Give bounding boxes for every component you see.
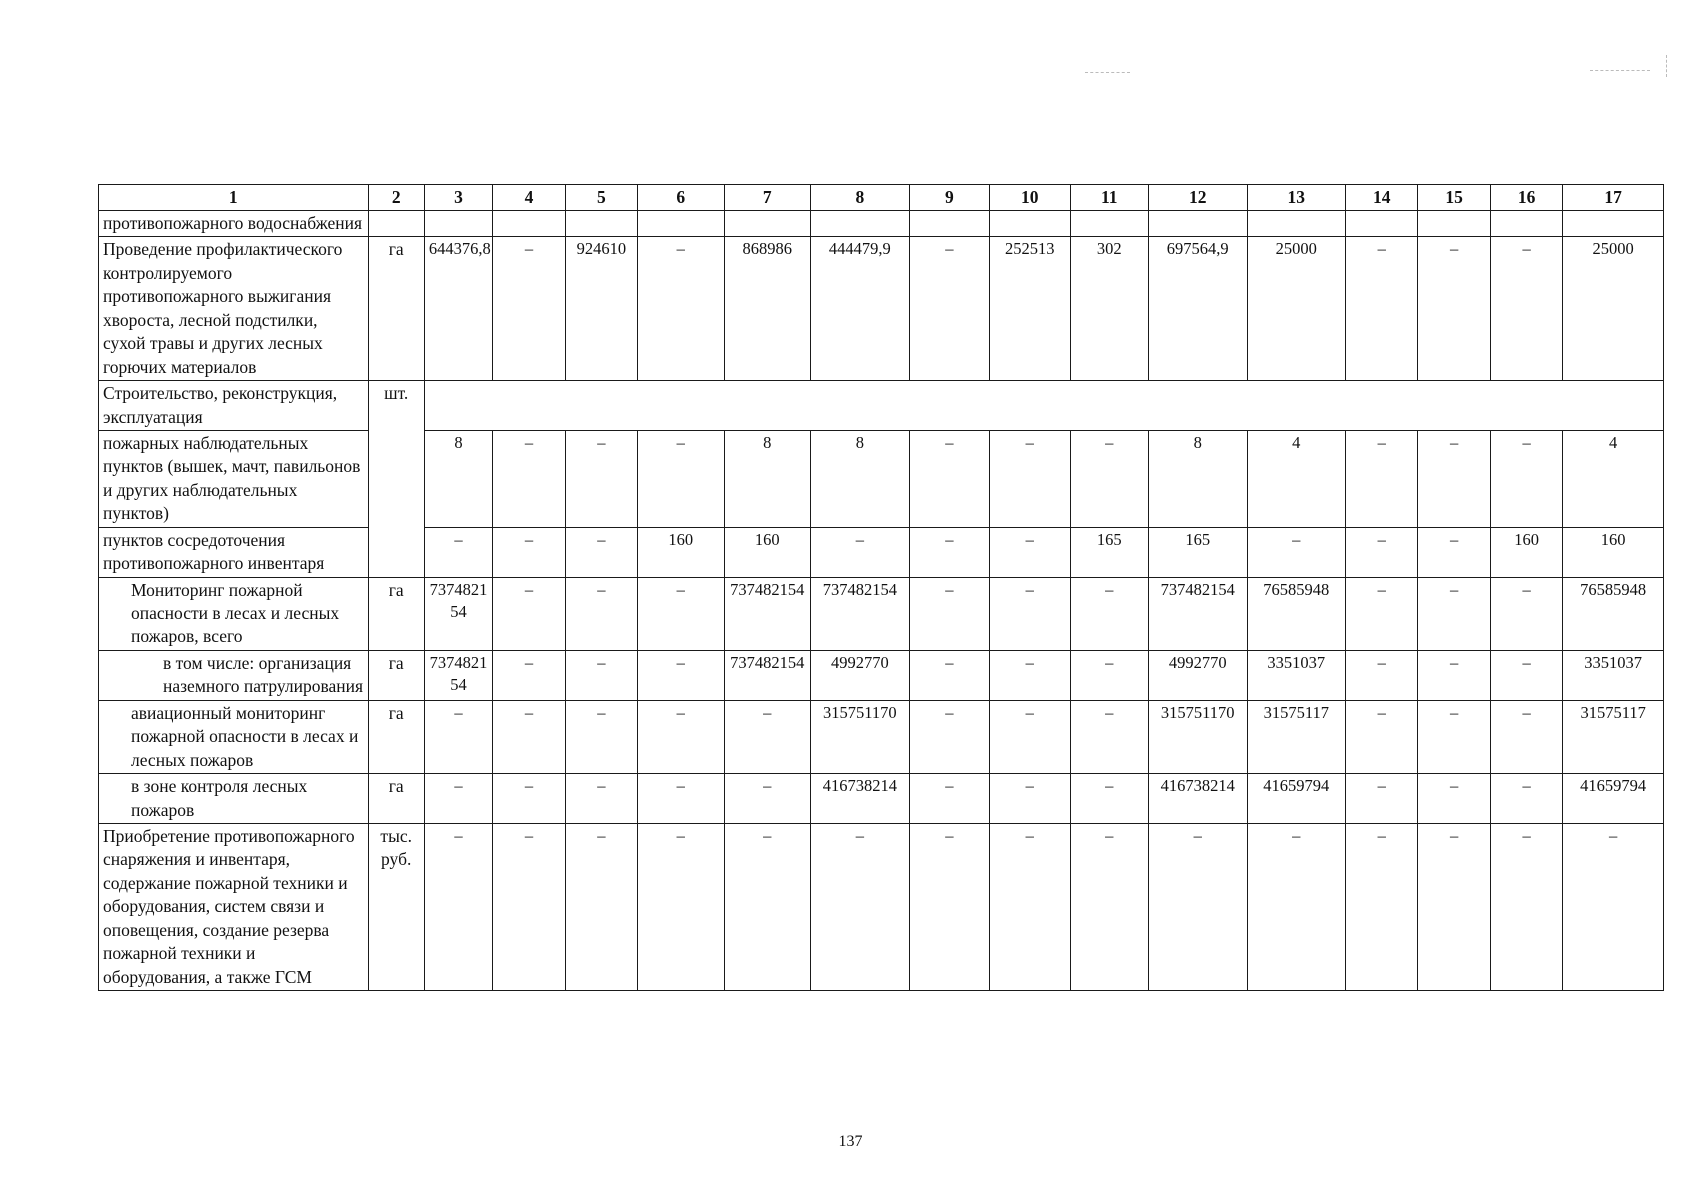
value-cell: – [565,823,637,990]
value-cell: 160 [724,527,810,577]
column-header: 2 [368,185,424,211]
value-cell: 868986 [724,237,810,381]
value-cell: 4 [1247,430,1346,527]
unit-cell: га [368,700,424,773]
table-row [99,577,1664,650]
row-label: Проведение профилактического контролируемого противопожарного выжигания хвороста, лесной подстилки, сухой травы и других лесных горючих материалов [99,237,369,381]
value-cell: – [1148,823,1247,990]
value-cell: 8 [811,430,910,527]
value-cell: 31575117 [1247,700,1346,773]
value-cell: – [638,237,724,381]
value-cell: – [909,700,989,773]
value-cell: 444479,9 [811,237,910,381]
column-header: 8 [811,185,910,211]
value-cell [1346,211,1418,237]
unit-cell: га [368,577,424,650]
value-cell [493,211,565,237]
value-cell: – [990,650,1070,700]
table-row [99,381,1664,431]
value-cell: – [493,527,565,577]
value-cell: – [1070,700,1148,773]
value-cell [1247,211,1346,237]
value-cell: – [493,650,565,700]
value-cell: – [1418,527,1490,577]
value-cell: – [1346,700,1418,773]
value-cell: – [1490,700,1562,773]
value-cell: 697564,9 [1148,237,1247,381]
value-cell: 25000 [1247,237,1346,381]
row-label: противопожарного водоснабжения [99,211,369,237]
column-header: 12 [1148,185,1247,211]
column-header: 6 [638,185,724,211]
table-row [99,237,1664,381]
value-cell: – [909,577,989,650]
value-cell: 41659794 [1247,774,1346,824]
value-cell [1418,211,1490,237]
page-number: 137 [838,1133,863,1150]
value-cell: – [424,823,492,990]
value-cell: – [1070,650,1148,700]
value-cell: 737482154 [811,577,910,650]
value-cell: – [565,430,637,527]
value-cell: – [1346,577,1418,650]
value-cell: – [493,774,565,824]
value-cell [565,211,637,237]
value-cell: – [990,577,1070,650]
value-cell: – [638,823,724,990]
value-cell: – [1346,774,1418,824]
value-cell [1070,211,1148,237]
value-cell: – [1418,650,1490,700]
value-cell: – [990,430,1070,527]
value-cell [1563,211,1664,237]
value-cell: – [1346,237,1418,381]
value-cell: – [1490,823,1562,990]
value-cell: 76585948 [1247,577,1346,650]
column-header: 4 [493,185,565,211]
value-cell: – [990,823,1070,990]
table-row [99,430,1664,527]
value-cell [724,211,810,237]
value-cell: 737482154 [424,650,492,700]
value-cell [424,211,492,237]
value-cell [1148,211,1247,237]
value-cell: – [493,237,565,381]
value-cell: – [1070,577,1148,650]
column-header: 15 [1418,185,1490,211]
value-cell: 4992770 [1148,650,1247,700]
unit-cell: га [368,650,424,700]
value-cell: – [638,774,724,824]
table-row [99,211,1664,237]
value-cell: 737482154 [424,577,492,650]
table-row [99,823,1664,990]
column-header: 11 [1070,185,1148,211]
scan-artifact [1590,70,1650,71]
value-cell: 302 [1070,237,1148,381]
value-cell: 315751170 [811,700,910,773]
value-cell: – [1070,774,1148,824]
value-cell: – [565,700,637,773]
value-cell: 160 [1563,527,1664,577]
value-cell: – [565,650,637,700]
value-cell: 41659794 [1563,774,1664,824]
value-cell: – [1418,430,1490,527]
value-cell: – [909,823,989,990]
row-label: пунктов сосредоточения противопожарного инвентаря [99,527,369,577]
value-cell: 315751170 [1148,700,1247,773]
value-cell: – [493,823,565,990]
value-cell: – [1490,237,1562,381]
row-label: Приобретение противопожарного снаряжения и инвентаря, содержание пожарной техники и оборудования, систем связи и оповещения, создание резерва пожарной техники и оборудования, а также ГСМ [99,823,369,990]
header-row [99,185,1664,211]
column-header: 14 [1346,185,1418,211]
value-cell: 4 [1563,430,1664,527]
value-cell: – [1247,527,1346,577]
column-header: 10 [990,185,1070,211]
scan-artifact [1085,72,1130,73]
table-row [99,774,1664,824]
row-label: в том числе: организация наземного патрулирования [99,650,369,700]
column-header: 3 [424,185,492,211]
value-cell: – [1490,774,1562,824]
value-cell: 8 [1148,430,1247,527]
empty-band [424,381,1663,431]
value-cell [638,211,724,237]
column-header: 1 [99,185,369,211]
row-label: в зоне контроля лесных пожаров [99,774,369,824]
value-cell: – [909,650,989,700]
value-cell: 924610 [565,237,637,381]
value-cell: – [724,774,810,824]
row-label: пожарных наблюдательных пунктов (вышек, мачт, павильонов и других наблюдательных пунктов) [99,430,369,527]
scan-artifact [1666,55,1667,77]
value-cell: 3351037 [1563,650,1664,700]
value-cell: – [493,700,565,773]
value-cell [909,211,989,237]
value-cell: 31575117 [1563,700,1664,773]
row-label: авиационный мониторинг пожарной опасности в лесах и лесных пожаров [99,700,369,773]
value-cell [1490,211,1562,237]
value-cell: – [424,527,492,577]
unit-cell [368,211,424,237]
value-cell: – [909,430,989,527]
value-cell: – [1346,823,1418,990]
value-cell: 8 [424,430,492,527]
value-cell: – [1418,700,1490,773]
value-cell: – [565,774,637,824]
value-cell: – [990,774,1070,824]
value-cell: – [909,237,989,381]
column-header: 17 [1563,185,1664,211]
value-cell: 160 [638,527,724,577]
value-cell: 3351037 [1247,650,1346,700]
value-cell: – [724,823,810,990]
value-cell: – [1070,430,1148,527]
value-cell: 76585948 [1563,577,1664,650]
value-cell: – [1563,823,1664,990]
table-row [99,527,1664,577]
value-cell: – [1346,527,1418,577]
value-cell: – [1247,823,1346,990]
value-cell: – [638,650,724,700]
value-cell: – [1418,237,1490,381]
column-header: 7 [724,185,810,211]
unit-cell: шт. [368,381,424,578]
value-cell: – [565,527,637,577]
unit-cell: га [368,774,424,824]
value-cell: – [424,774,492,824]
value-cell: – [1490,650,1562,700]
value-cell: – [1346,650,1418,700]
table-row [99,700,1664,773]
value-cell: 416738214 [1148,774,1247,824]
value-cell: 737482154 [724,577,810,650]
value-cell: – [990,700,1070,773]
value-cell: – [811,823,910,990]
row-label: Мониторинг пожарной опасности в лесах и лесных пожаров, всего [99,577,369,650]
value-cell: 737482154 [1148,577,1247,650]
column-header: 13 [1247,185,1346,211]
column-header: 9 [909,185,989,211]
value-cell: – [565,577,637,650]
value-cell: – [493,430,565,527]
value-cell: – [1418,577,1490,650]
data-table [98,184,1664,991]
value-cell: – [811,527,910,577]
value-cell: – [1418,774,1490,824]
value-cell: – [1490,430,1562,527]
value-cell: – [909,774,989,824]
value-cell: 25000 [1563,237,1664,381]
value-cell: 252513 [990,237,1070,381]
value-cell: – [1070,823,1148,990]
value-cell: – [638,700,724,773]
value-cell: 8 [724,430,810,527]
value-cell: – [909,527,989,577]
value-cell [990,211,1070,237]
value-cell: – [638,430,724,527]
value-cell: – [1490,577,1562,650]
row-label: Строительство, реконструкция, эксплуатация [99,381,369,431]
value-cell: 416738214 [811,774,910,824]
value-cell: 644376,8 [424,237,492,381]
unit-cell: тыс. руб. [368,823,424,990]
value-cell: – [638,577,724,650]
column-header: 5 [565,185,637,211]
value-cell: – [724,700,810,773]
value-cell: – [1418,823,1490,990]
value-cell: – [493,577,565,650]
column-header: 16 [1490,185,1562,211]
value-cell: 4992770 [811,650,910,700]
table-row [99,650,1664,700]
unit-cell: га [368,237,424,381]
value-cell: 165 [1148,527,1247,577]
value-cell: – [424,700,492,773]
value-cell: 737482154 [724,650,810,700]
value-cell [811,211,910,237]
value-cell: – [1346,430,1418,527]
value-cell: – [990,527,1070,577]
value-cell: 160 [1490,527,1562,577]
value-cell: 165 [1070,527,1148,577]
